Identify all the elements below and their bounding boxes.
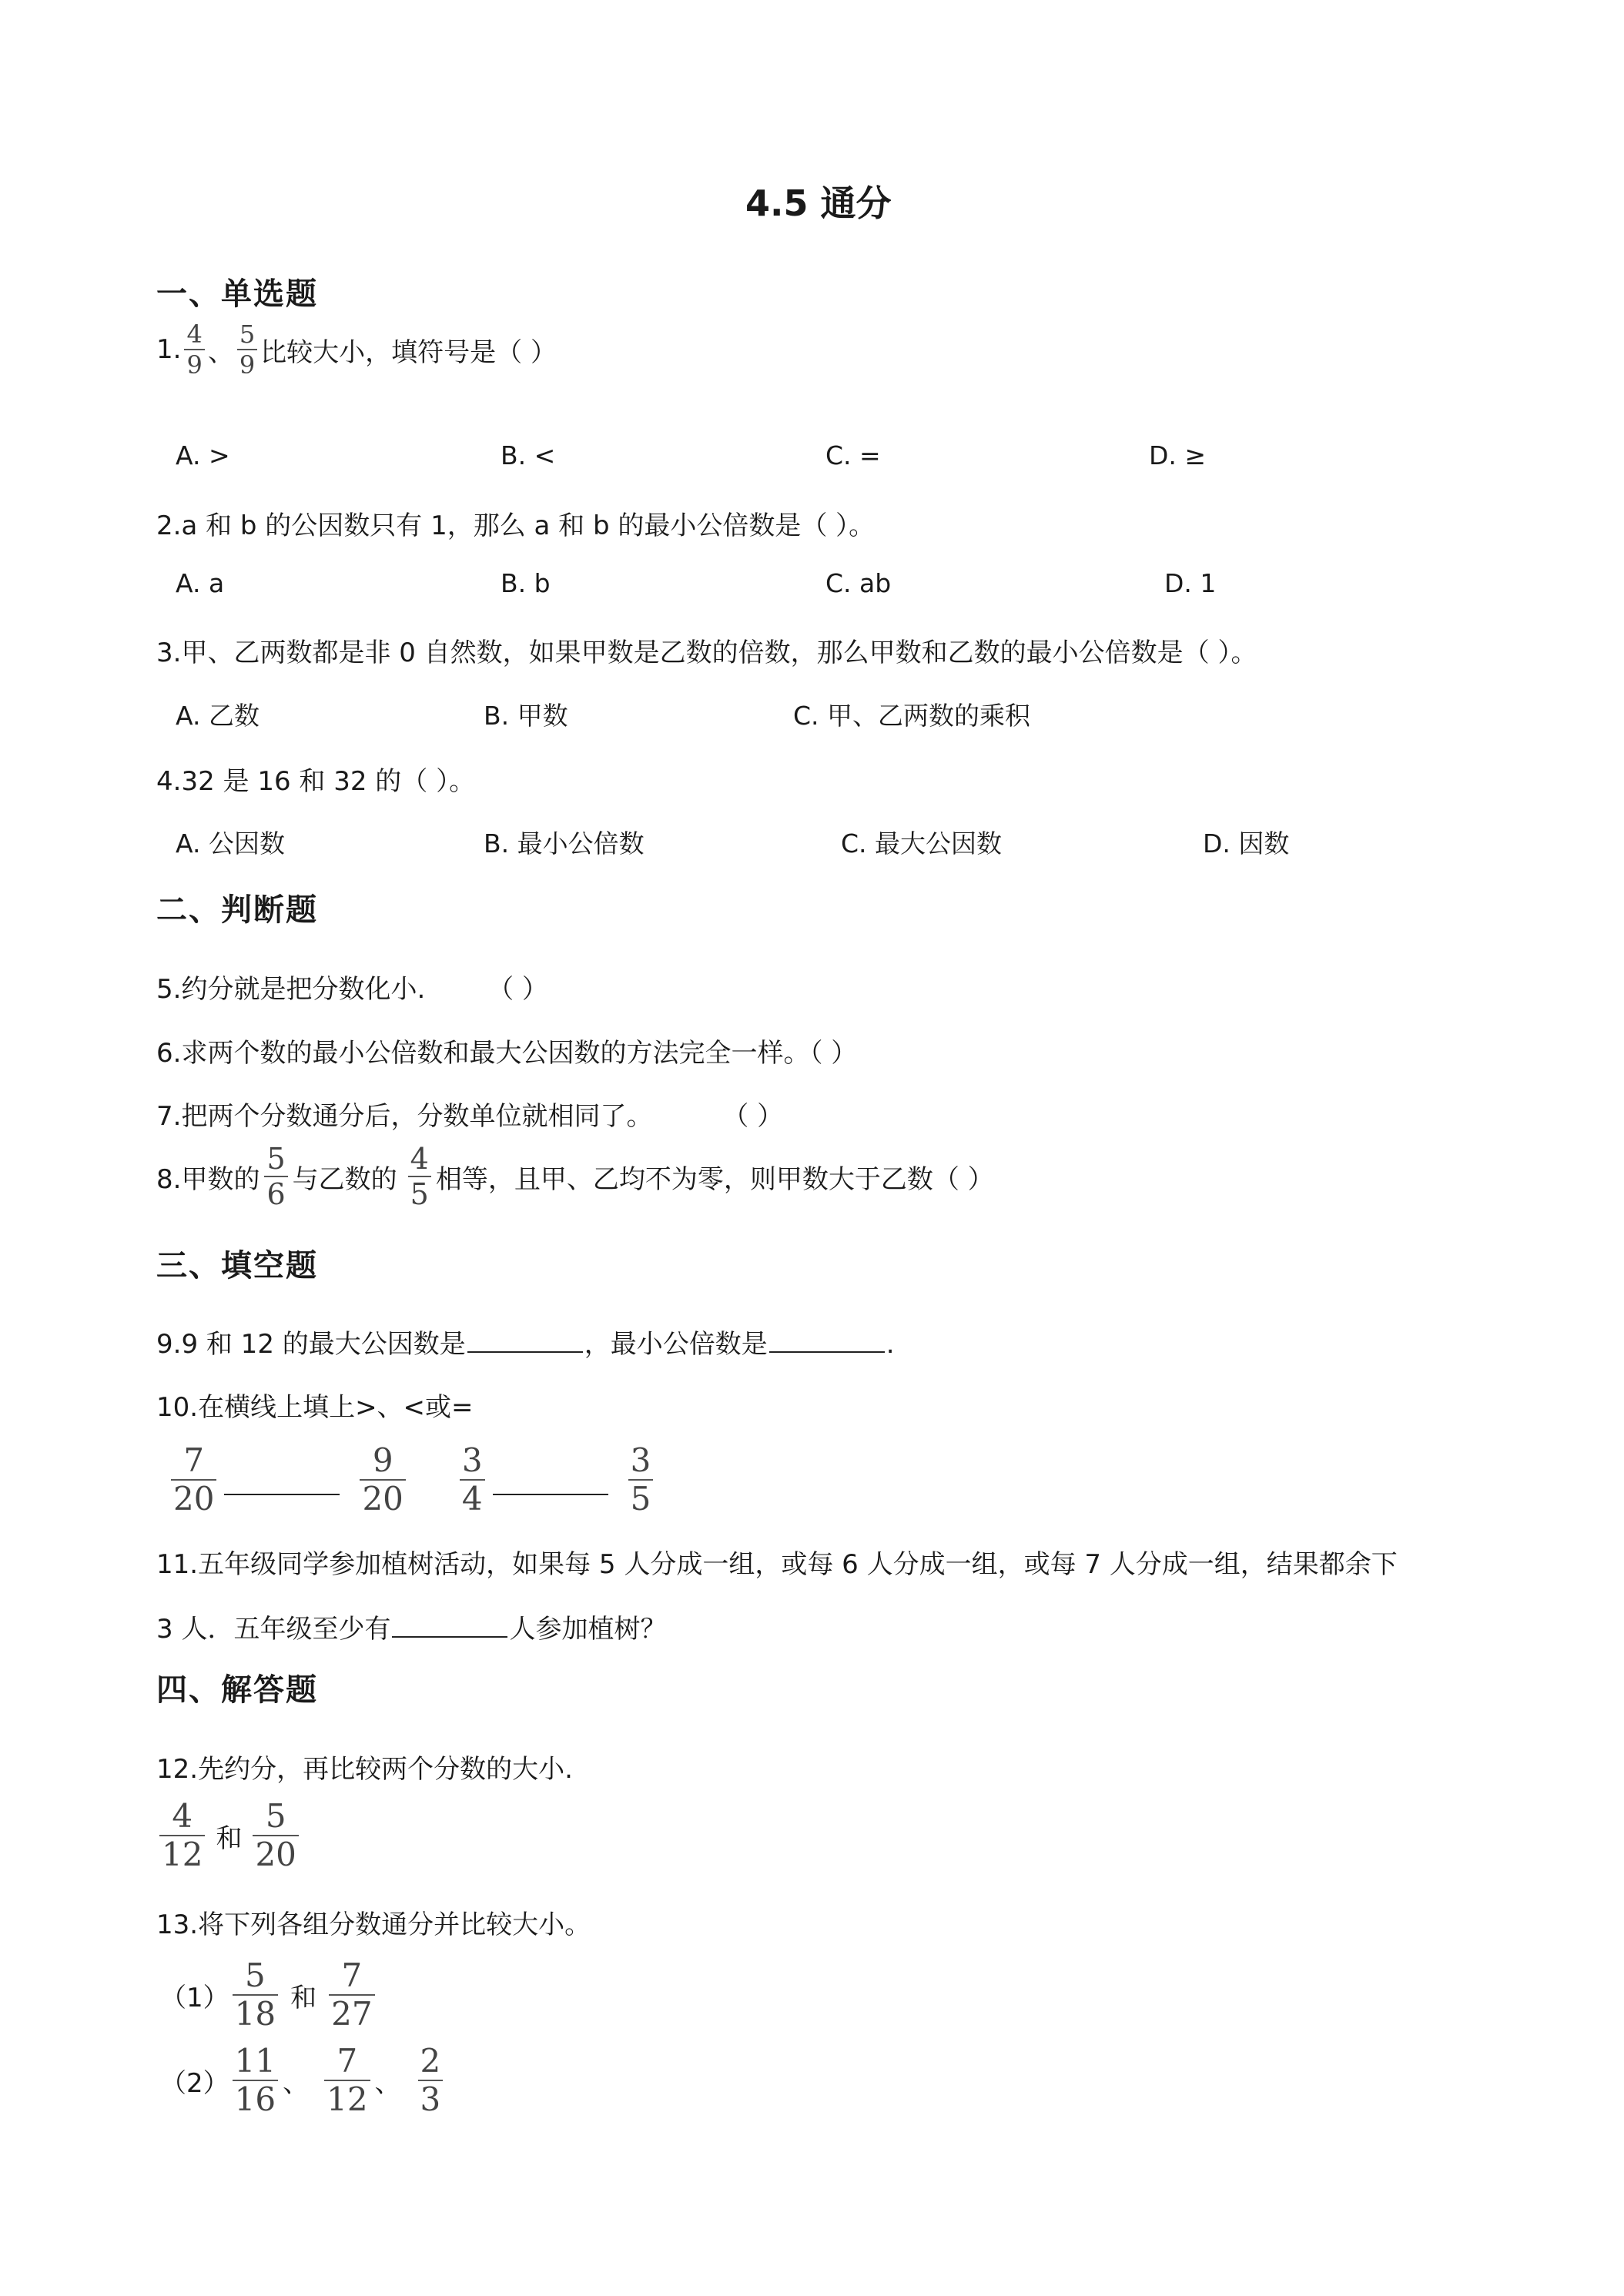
q1-fraction-1 [184,320,204,380]
q13-part-2-label: （2） [160,2067,229,2099]
denominator: 20 [360,1479,405,1515]
q10-fraction-4 [628,1441,654,1518]
q9-text-a: 9.9 和 12 的最大公因数是 [156,1329,466,1360]
q4-option-c[interactable]: C. 最大公因数 [841,828,1003,858]
q5-text: 5.约分就是把分数化小. [156,974,426,1005]
q7-text: 7.把两个分数通分后，分数单位就相同了。 [156,1101,653,1132]
q10-fraction-1 [171,1441,216,1518]
denominator: 20 [171,1479,216,1515]
q5-answer-paren[interactable]: （ ） [487,974,548,1005]
q1-fraction-2 [237,320,257,380]
q13-p1-fraction-2 [329,1956,374,2033]
q8-fraction-2 [408,1144,431,1209]
q3-option-a[interactable]: A. 乙数 [176,701,260,731]
denominator: 5 [628,1479,654,1515]
q13-p2-fraction-2 [324,2042,370,2118]
q13-p1-and: 和 [290,1982,317,2013]
numerator: 2 [420,2042,441,2080]
numerator: 7 [337,2042,358,2080]
numerator: 3 [461,1441,483,1479]
q10-blank-2[interactable] [493,1494,608,1495]
numerator: 5 [265,1797,286,1835]
denominator: 20 [253,1835,298,1871]
q9-blank-lcm[interactable] [769,1330,885,1353]
question-11-line-2 [156,1608,666,1645]
q8-fraction-1 [264,1144,287,1209]
numerator: 4 [410,1142,429,1176]
q8-prefix: 8.甲数的 [156,1163,260,1195]
q12-and: 和 [216,1822,243,1854]
q10-blank-1[interactable] [224,1494,340,1495]
q2-option-d[interactable]: D. 1 [1164,568,1217,598]
q9-blank-gcd[interactable] [467,1330,583,1353]
q11-blank[interactable] [392,1615,507,1638]
q13-p2-fraction-3 [418,2042,444,2118]
question-4: 4.32 是 16 和 32 的（ ）。 [156,766,476,797]
section-heading-solve: 四、解答题 [156,1672,318,1708]
question-8 [156,1144,994,1209]
section-heading-fill-blank: 三、填空题 [156,1248,318,1284]
q4-option-b[interactable]: B. 最小公倍数 [484,828,645,858]
numerator: 3 [630,1441,651,1479]
denominator: 18 [233,1994,278,2030]
q13-part-2 [160,2042,446,2118]
q12-fractions [156,1797,302,1873]
question-11-line-1: 11.五年级同学参加植树活动，如果每 5 人分成一组，或每 6 人分成一组，或每 7 人分成一组，结果都余下 [156,1549,1398,1580]
denominator: 12 [159,1835,205,1871]
numerator: 5 [245,1956,266,1994]
numerator: 11 [234,2042,276,2080]
page-title: 4.5 通分 [745,182,892,224]
q8-text: 相等，且甲、乙均不为零，则甲数大于乙数（ ） [435,1163,994,1195]
q1-option-c[interactable]: C. = [825,440,881,470]
q2-option-c[interactable]: C. ab [825,568,892,598]
question-7 [156,1095,783,1133]
q10-fraction-3 [460,1441,485,1518]
question-1 [156,320,557,380]
denominator: 16 [233,2080,278,2116]
denominator: 4 [460,1479,485,1515]
q13-p1-fraction-1 [233,1956,278,2033]
q3-option-b[interactable]: B. 甲数 [484,701,568,731]
q13-p2-sep-1: 、 [283,2067,310,2099]
q8-middle: 与乙数的 [292,1163,397,1195]
q10-comparisons [168,1441,656,1518]
question-10: 10.在横线上填上>、<或= [156,1392,474,1423]
q10-fraction-2 [360,1441,405,1518]
q12-fraction-2 [253,1797,298,1873]
q1-separator: 、 [207,336,234,368]
q1-number: 1. [156,334,182,365]
section-heading-single-choice: 一、单选题 [156,276,318,312]
question-2: 2.a 和 b 的公因数只有 1，那么 a 和 b 的最小公倍数是（ ）。 [156,510,876,541]
denominator: 27 [329,1994,374,2030]
denominator: 6 [264,1176,287,1209]
q1-text: 比较大小，填符号是（ ） [260,336,557,368]
numerator: 4 [172,1797,193,1835]
question-13: 13.将下列各组分数通分并比较大小。 [156,1909,591,1940]
numerator: 5 [266,1142,286,1176]
denominator: 9 [184,349,204,377]
numerator: 7 [341,1956,363,1994]
q9-text-c: . [886,1329,895,1360]
q3-option-c[interactable]: C. 甲、乙两数的乘积 [793,701,1031,731]
q2-option-b[interactable]: B. b [501,568,551,598]
q13-part-1-label: （1） [160,1982,229,2013]
q11-text-a: 3 人．五年级至少有 [156,1614,391,1645]
denominator: 12 [324,2080,370,2116]
denominator: 5 [408,1176,431,1209]
numerator: 4 [186,320,203,349]
q1-option-b[interactable]: B. < [501,440,556,470]
numerator: 5 [239,320,256,349]
question-9 [156,1323,895,1361]
q11-text-b: 人参加植树？ [509,1614,667,1645]
q13-p2-sep-2: 、 [374,2067,401,2099]
question-5 [156,968,548,1006]
q2-option-a[interactable]: A. a [176,568,225,598]
denominator: 9 [237,349,257,377]
section-heading-true-false: 二、判断题 [156,892,318,928]
q12-fraction-1 [159,1797,205,1873]
q7-answer-paren[interactable]: （ ） [722,1101,784,1132]
q13-p2-fraction-1 [233,2042,278,2118]
numerator: 9 [372,1441,393,1479]
q4-option-d[interactable]: D. 因数 [1203,828,1290,858]
q4-option-a[interactable]: A. 公因数 [176,828,285,858]
question-3: 3.甲、乙两数都是非 0 自然数，如果甲数是乙数的倍数，那么甲数和乙数的最小公倍数是（ ）。 [156,638,1257,668]
question-6: 6.求两个数的最小公倍数和最大公因数的方法完全一样。（ ） [156,1038,858,1069]
q9-text-b: ，最小公倍数是 [584,1329,768,1360]
numerator: 7 [183,1441,205,1479]
q1-option-a[interactable]: A. > [176,440,230,470]
q13-part-1 [160,1956,378,2033]
denominator: 3 [418,2080,444,2116]
q1-option-d[interactable]: D. ≥ [1149,440,1207,470]
question-12: 12.先约分，再比较两个分数的大小. [156,1754,573,1785]
